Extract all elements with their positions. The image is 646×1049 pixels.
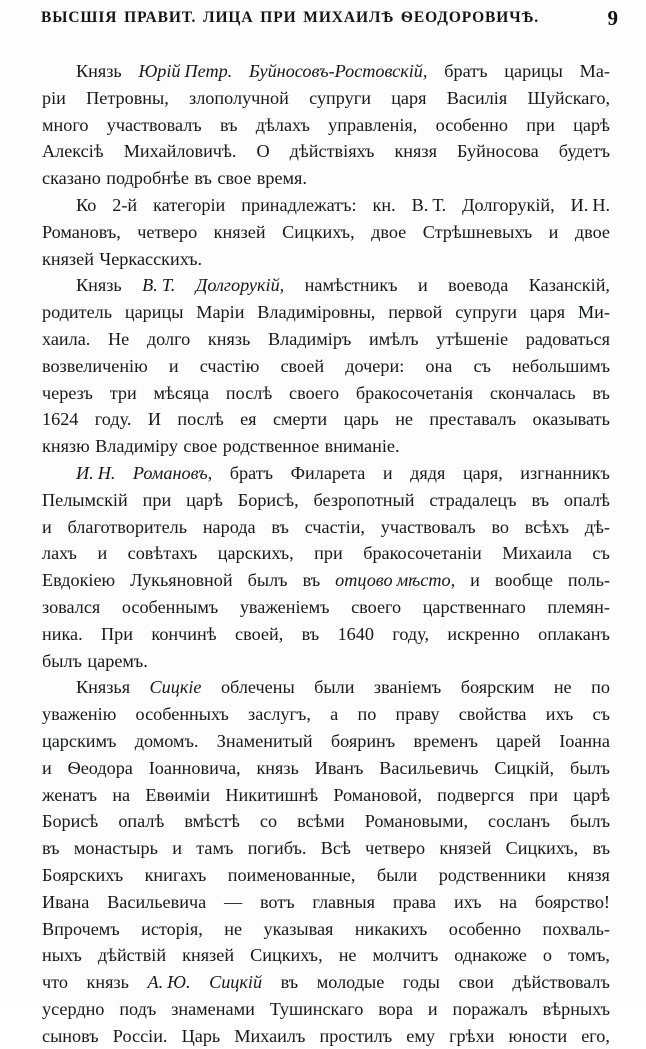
- text-line: родитель царицы Маріи Владиміровны, первой супруги царя Ми-: [42, 302, 610, 323]
- text-line: Князь В. Т. Долгорукій, намѣстникъ и воевода Казанскій,: [76, 275, 610, 296]
- text-line: много участвовалъ въ дѣлахъ управленія, особенно при царѣ: [42, 114, 610, 135]
- text-line: возвеличенію и счастію своей дочери: она съ небольшимъ: [42, 355, 610, 376]
- text-line: Князья Сицкіе облечены были званіемъ боярским не по: [76, 677, 610, 698]
- running-head-title: ВЫСШІЯ ПРАВИТ. ЛИЦА ПРИ МИХАИЛѢ ѲЕОДОРОВИЧѢ.: [40, 9, 540, 26]
- text-line: былъ царемъ.: [42, 650, 148, 671]
- text-line: черезъ три мѣсяца послѣ своего бракосочетанія скончалась въ: [42, 382, 610, 403]
- text-line: хаила. Не долго князь Владиміръ имѣлъ утѣшеніе радоваться: [42, 328, 610, 349]
- text-line: сказано подробнѣе въ свое время.: [42, 168, 307, 189]
- text-line: ріи Петровны, злополучной супруги царя Василія Шуйскаго,: [42, 87, 610, 108]
- body-text: [42, 58, 610, 1049]
- text-line: И. Н. Романовъ, братъ Филарета и дядя царя, изгнанникъ: [76, 462, 610, 483]
- text-line: князю Владиміру свое родственное вниманіе.: [42, 436, 400, 457]
- text-line: усердно подъ знаменами Тушинскаго вора и поражалъ вѣрныхъ: [42, 998, 610, 1019]
- text-line: Романовъ, четверо князей Сицкихъ, двое Стрѣшневыхъ и двое: [42, 221, 610, 242]
- text-line: и благотворитель народа въ счастіи, участвовалъ во всѣхъ дѣ-: [42, 516, 610, 537]
- paragraph-sitskie: [42, 674, 610, 1049]
- text-line: Впрочемъ исторія, не указывая никакихъ особенно похваль-: [42, 918, 610, 939]
- running-head: [0, 6, 646, 39]
- paragraph-dolgoruky: [42, 272, 610, 460]
- text-line: 1624 году. И послѣ ея смерти царь не преставалъ оказывать: [42, 409, 610, 430]
- text-line: Ивана Васильевича — вотъ главныя права ихъ на боярство!: [42, 891, 610, 912]
- text-line: ныхъ дѣйствій князей Сицкихъ, не молчитъ однакоже о томъ,: [42, 945, 610, 966]
- text-line: царскимъ домомъ. Знаменитый бояринъ временъ царей Іоанна: [42, 730, 610, 751]
- text-line: лахъ и совѣтахъ царскихъ, при бракосочетаніи Михаила съ: [42, 543, 610, 564]
- text-line: ника. При кончинѣ своей, въ 1640 году, искренно оплаканъ: [42, 623, 610, 644]
- page-number: 9: [607, 6, 618, 30]
- text-line: Алексіѣ Михайловичѣ. О дѣйствіяхъ князя Буйносова будетъ: [42, 141, 610, 162]
- text-line: князей Черкасскихъ.: [42, 248, 203, 269]
- text-line: Ко 2-й категоріи принадлежатъ: кн. В. Т. Долгорукій, И. Н.: [76, 194, 610, 215]
- text-line: въ монастырь и тамъ погибъ. Всѣ четверо князей Сицкихъ, въ: [42, 838, 610, 859]
- text-line: Евдокіею Лукьяновной былъ въ отцово мѣсто, и вообще поль-: [42, 570, 610, 591]
- paragraph-romanov: [42, 460, 610, 674]
- paragraph-second-category: [42, 192, 610, 272]
- text-line: зовался особеннымъ уваженіемъ своего царственнаго племян-: [42, 596, 610, 617]
- text-line: Боярскихъ книгахъ поименованные, были родственники князя: [42, 864, 610, 885]
- text-line: женатъ на Евѳиміи Никитишнѣ Романовой, подвергся при царѣ: [42, 784, 610, 805]
- text-line: Князь Юрій Петр. Буйносовъ-Ростовскій, братъ царицы Ма-: [76, 61, 610, 81]
- paragraph-buynosov-rostovsky: [42, 58, 610, 192]
- text-line: и Ѳеодора Іоанновича, князь Иванъ Васильевичь Сицкій, былъ: [42, 757, 610, 778]
- text-line: Пелымскій при царѣ Борисѣ, безропотный страдалецъ въ опалѣ: [42, 489, 610, 510]
- text-line: что князь А. Ю. Сицкій въ молодые годы свои дѣйствовалъ: [42, 972, 610, 993]
- text-line: сыновъ Россіи. Царь Михаилъ простилъ ему грѣхи юности его,: [42, 1025, 610, 1046]
- text-line: Борисѣ опалѣ вмѣстѣ со всѣми Романовыми, сосланъ былъ: [42, 811, 610, 832]
- text-line: уваженію особенныхъ заслугъ, а по праву свойства ихъ съ: [42, 704, 610, 725]
